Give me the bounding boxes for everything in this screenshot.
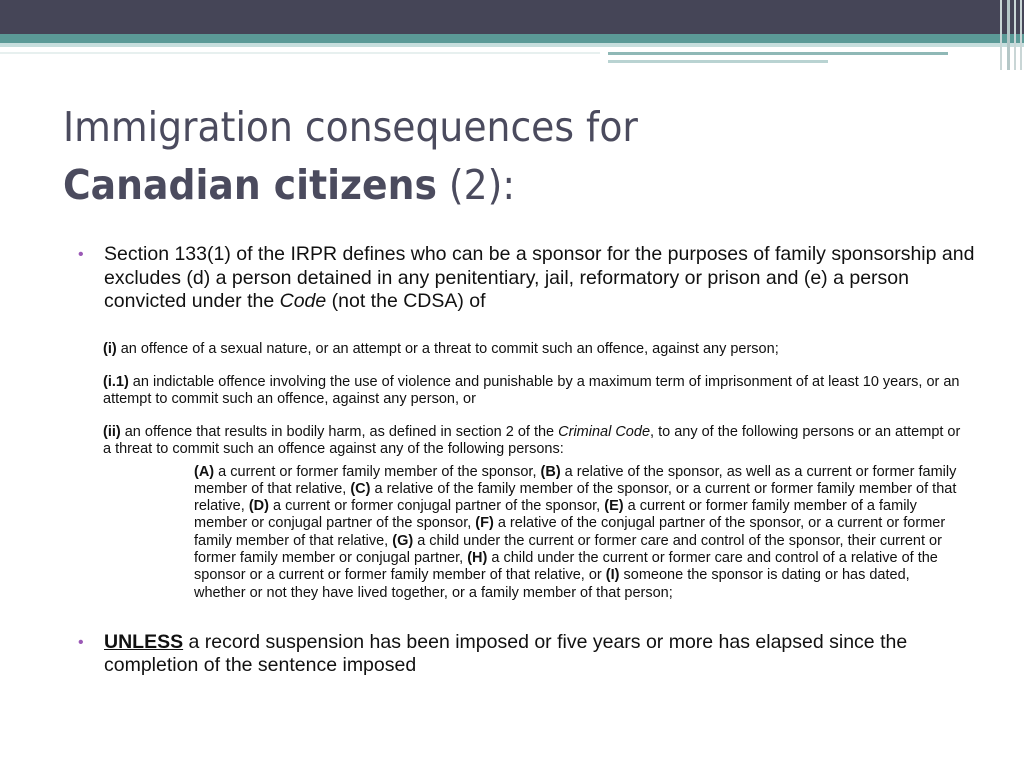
- title-line-1: Immigration consequences for: [63, 103, 638, 151]
- person-F-label: (F): [475, 515, 494, 532]
- bullet-1-code: Code: [279, 290, 327, 312]
- bullet-2: [78, 631, 978, 678]
- person-E-label: (E): [604, 498, 624, 515]
- corner-stripes: [990, 0, 1024, 70]
- bullet-1-text-end: (not the CDSA) of: [326, 290, 486, 312]
- slide-body: [78, 243, 978, 678]
- clause-ii-text-end: , to any of the following persons or an attempt or a threat to commit such an offence against any of the following persons:: [103, 423, 961, 457]
- header-band-dark: [0, 0, 1024, 34]
- slide-title: [63, 98, 891, 214]
- person-D-text: a current or former conjugal partner of the sponsor,: [268, 498, 605, 515]
- bullet-dot-icon: •: [78, 633, 84, 651]
- person-I-label: (I): [605, 567, 620, 584]
- clause-ii-label: (ii): [103, 423, 121, 440]
- clause-i-text: an offence of a sexual nature, or an attempt or a threat to commit such an offence, against any person;: [116, 340, 779, 357]
- header-band-light: [0, 43, 1024, 47]
- clause-i: [103, 341, 963, 358]
- clause-i1-text: an indictable offence involving the use of violence and punishable by a maximum term of imprisonment of at least 10 years, or an attempt to commit such an offence, against any person, or: [103, 373, 960, 407]
- clause-i-label: (i): [103, 340, 117, 357]
- header-line-2: [608, 60, 828, 63]
- person-H-text: a child under the current or former care and control of a relative of the sponsor or a current or former family member of that relative, or: [194, 549, 938, 584]
- person-H-label: (H): [467, 549, 488, 566]
- header-line-left: [0, 52, 600, 54]
- bullet-dot-icon: •: [78, 246, 84, 263]
- person-G-label: (G): [392, 532, 414, 549]
- clause-i1-label: (i.1): [103, 373, 129, 390]
- person-D-label: (D): [248, 498, 269, 515]
- person-I-text: someone the sponsor is dating or has dated, whether or not they have lived together, or a family member of that person;: [194, 567, 910, 601]
- header-line-1: [608, 52, 948, 55]
- person-A-text: a current or former family member of the sponsor,: [214, 463, 541, 480]
- clause-i1: [103, 374, 963, 408]
- clause-ii-text: an offence that results in bodily harm, as defined in section 2 of the: [120, 423, 559, 440]
- title-bold: Canadian citizens: [63, 161, 437, 209]
- person-B-label: (B): [540, 463, 561, 480]
- person-F-text: a relative of the conjugal partner of the sponsor, or a current or former family member of that relative,: [194, 515, 946, 549]
- header-band-teal: [0, 34, 1024, 43]
- clause-ii-italic: Criminal Code: [558, 423, 651, 440]
- person-A-label: (A): [194, 463, 215, 480]
- person-C-text: a relative of the family member of the sponsor, or a current or former family member of that relative,: [194, 480, 957, 515]
- bullet-1-text: Section 133(1) of the IRPR defines who can be a sponsor for the purposes of family sponsorship and excludes (d) a person detained in any penitentiary, jail, reformatory or prison and (e) a person convicted under the: [104, 243, 975, 312]
- person-E-text: a current or former family member of a family member or conjugal partner of the sponsor,: [194, 498, 917, 532]
- person-G-text: a child under the current or former care and control of the sponsor, their current or former family member or conjugal partner,: [194, 532, 942, 566]
- bullet-1: [78, 243, 978, 314]
- person-B-text: a relative of the sponsor, as well as a current or former family member of that relative,: [194, 463, 957, 497]
- clause-ii: [103, 424, 963, 458]
- person-C-label: (C): [350, 480, 371, 497]
- title-suffix: (2):: [436, 161, 516, 209]
- bullet-2-text: a record suspension has been imposed or five years or more has elapsed since the completion of the sentence imposed: [104, 630, 908, 677]
- unless-keyword: UNLESS: [104, 630, 184, 653]
- persons-list: [194, 464, 960, 602]
